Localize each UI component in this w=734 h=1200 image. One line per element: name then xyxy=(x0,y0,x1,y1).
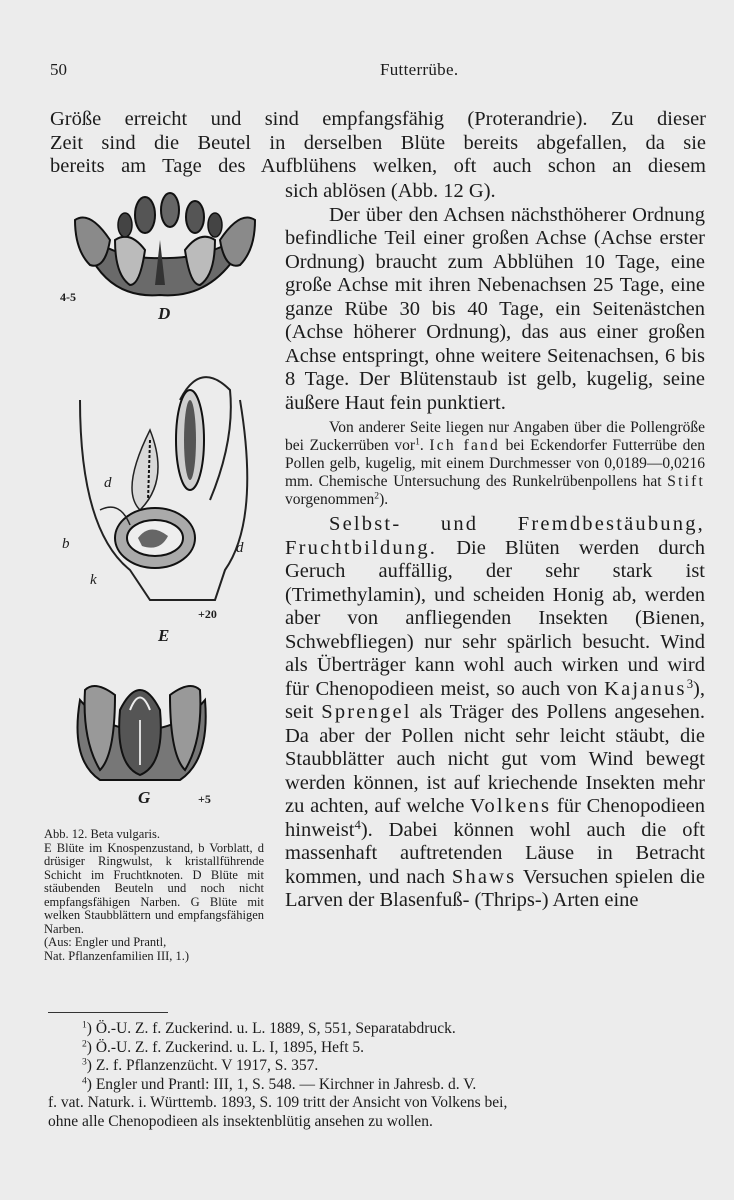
footnote-divider xyxy=(48,1012,168,1013)
magnification-label: +20 xyxy=(198,607,217,621)
text-line: bereits am Tage des Aufblühens welken, oft auch schon an diesem xyxy=(50,155,706,177)
footnotes xyxy=(48,1020,708,1131)
right-column xyxy=(285,180,705,913)
section-heading: Selbst- und Fremdbestäubung, Fruchtbildung. xyxy=(285,513,705,559)
text-line: Zeit sind die Beutel in derselben Blüte bereits abgefallen, da sie xyxy=(50,131,706,154)
paragraph: Selbst- und Fremdbestäubung, Fruchtbildung. Die Blüten werden durch Geruch auffällig, der sehr stark ist (Trimethylamin), und scheiden Honig ab, werden aber von anfliegenden Insekten (Bienen, Schwebfliegen) nur sehr spärlich besucht. Wind als Überträger kann wohl auch wirken und wird für Chenopodieen meist, so auch von Kajanus$^3$), seit Sprengel als Träger des Pollens angesehen. Da aber der Pollen nicht sehr leicht stäubt, die Staubblätter auch nicht gut vom Wind bewegt werden können, ist auf kriechende Insekten mehr zu achten, auf welche Volkens für Chenopodieen hinweist$^4$). Dabei können wohl auch die oft massenhaft auftretenden Läuse in Betracht kommen, und nach Shaws Versuchen spielen die Larven der Blasenfuß- (Thrips-) Arten eine xyxy=(285,513,706,911)
page-header xyxy=(50,60,710,84)
opening-lines xyxy=(50,108,706,179)
small-print-paragraph: Von anderer Seite liegen nur Angaben über die Pollengröße bei Zuckerrüben vor$^1$. Ich fand bei Eckendorfer Futterrübe den Pollen gelb, kugelig, mit einem Durchmesser von 0,0189—0,0216 mm. Chemische Untersuchung des Runkelrübenpollens hat Stift vorgenommen$^2$). xyxy=(285,419,705,508)
caption-title: Abb. 12. Beta vulgaris. xyxy=(44,827,160,841)
label-b: b xyxy=(62,536,70,552)
magnification-label: 4-5 xyxy=(60,290,76,304)
caption-source: (Aus: Engler und Prantl, xyxy=(44,935,167,949)
figure-letter: G xyxy=(138,788,151,807)
footnote: $^3$) Z. f. Pflanzenzücht. V 1917, S. 357. xyxy=(82,1056,319,1074)
page-number: 50 xyxy=(50,60,67,79)
caption-source: Nat. Pflanzenfamilien III, 1.) xyxy=(44,948,190,963)
caption-body: E Blüte im Knospenzustand, b Vorblatt, d drüsiger Ringwulst, k kristallführende Schicht im Fruchtknoten. D Blüte mit stäubenden Beuteln und noch nicht empfangsfähigen Narben. G Blüte mit welken Staubblättern und empfangsfähigen Narben. xyxy=(44,840,264,936)
text-line: Größe erreicht und sind empfangsfähig (Proterandrie). Zu dieser xyxy=(50,108,706,130)
figure-d xyxy=(60,190,270,330)
paragraph: Der über den Achsen nächsthöherer Ordnung befindliche Teil einer großen Achse (Achse erster Ordnung) braucht zum Abblühen 10 Tage, eine große Achse mit ihren Nebenachsen 25 Tage, eine ganze Rübe 30 bis 40 Tage, ein Seitenästchen (Achse höherer Ordnung), das aus einer großen Achse entspringt, ohne weitere Seitenachsen, 6 bis 8 Tage. Der Blütenstaub ist gelb, kugelig, seine äußere Haut fein punktiert. xyxy=(285,203,705,414)
label-d: d xyxy=(236,540,244,556)
figure-letter: D xyxy=(158,304,171,323)
running-title: Futterrübe. xyxy=(380,60,459,79)
figure-letter: E xyxy=(158,626,170,645)
figure-e xyxy=(60,360,260,650)
magnification-label: +5 xyxy=(198,792,211,806)
footnote: $^4$) Engler und Prantl: III, 1, S. 548. — Kirchner in Jahresb. d. V. xyxy=(82,1075,477,1093)
footnote: $^1$) Ö.-U. Z. f. Zuckerind. u. L. 1889, S, 551, Separatabdruck. xyxy=(82,1019,456,1037)
footnote-continuation: f. vat. Naturk. i. Württemb. 1893, S. 109 tritt der Ansicht von Volkens bei, xyxy=(48,1094,508,1111)
footnote: $^2$) Ö.-U. Z. f. Zuckerind. u. L. I, 1895, Heft 5. xyxy=(82,1038,365,1056)
label-k: k xyxy=(90,572,97,588)
footnote-continuation: ohne alle Chenopodieen als insektenblütig ansehen zu wollen. xyxy=(48,1112,433,1130)
paragraph: sich ablösen (Abb. 12 G). xyxy=(285,180,496,202)
flower-d-illustration xyxy=(60,190,270,310)
figure-g xyxy=(60,670,220,820)
figure-caption xyxy=(44,828,264,963)
label-d: d xyxy=(104,475,112,491)
flower-g-illustration xyxy=(60,670,220,785)
